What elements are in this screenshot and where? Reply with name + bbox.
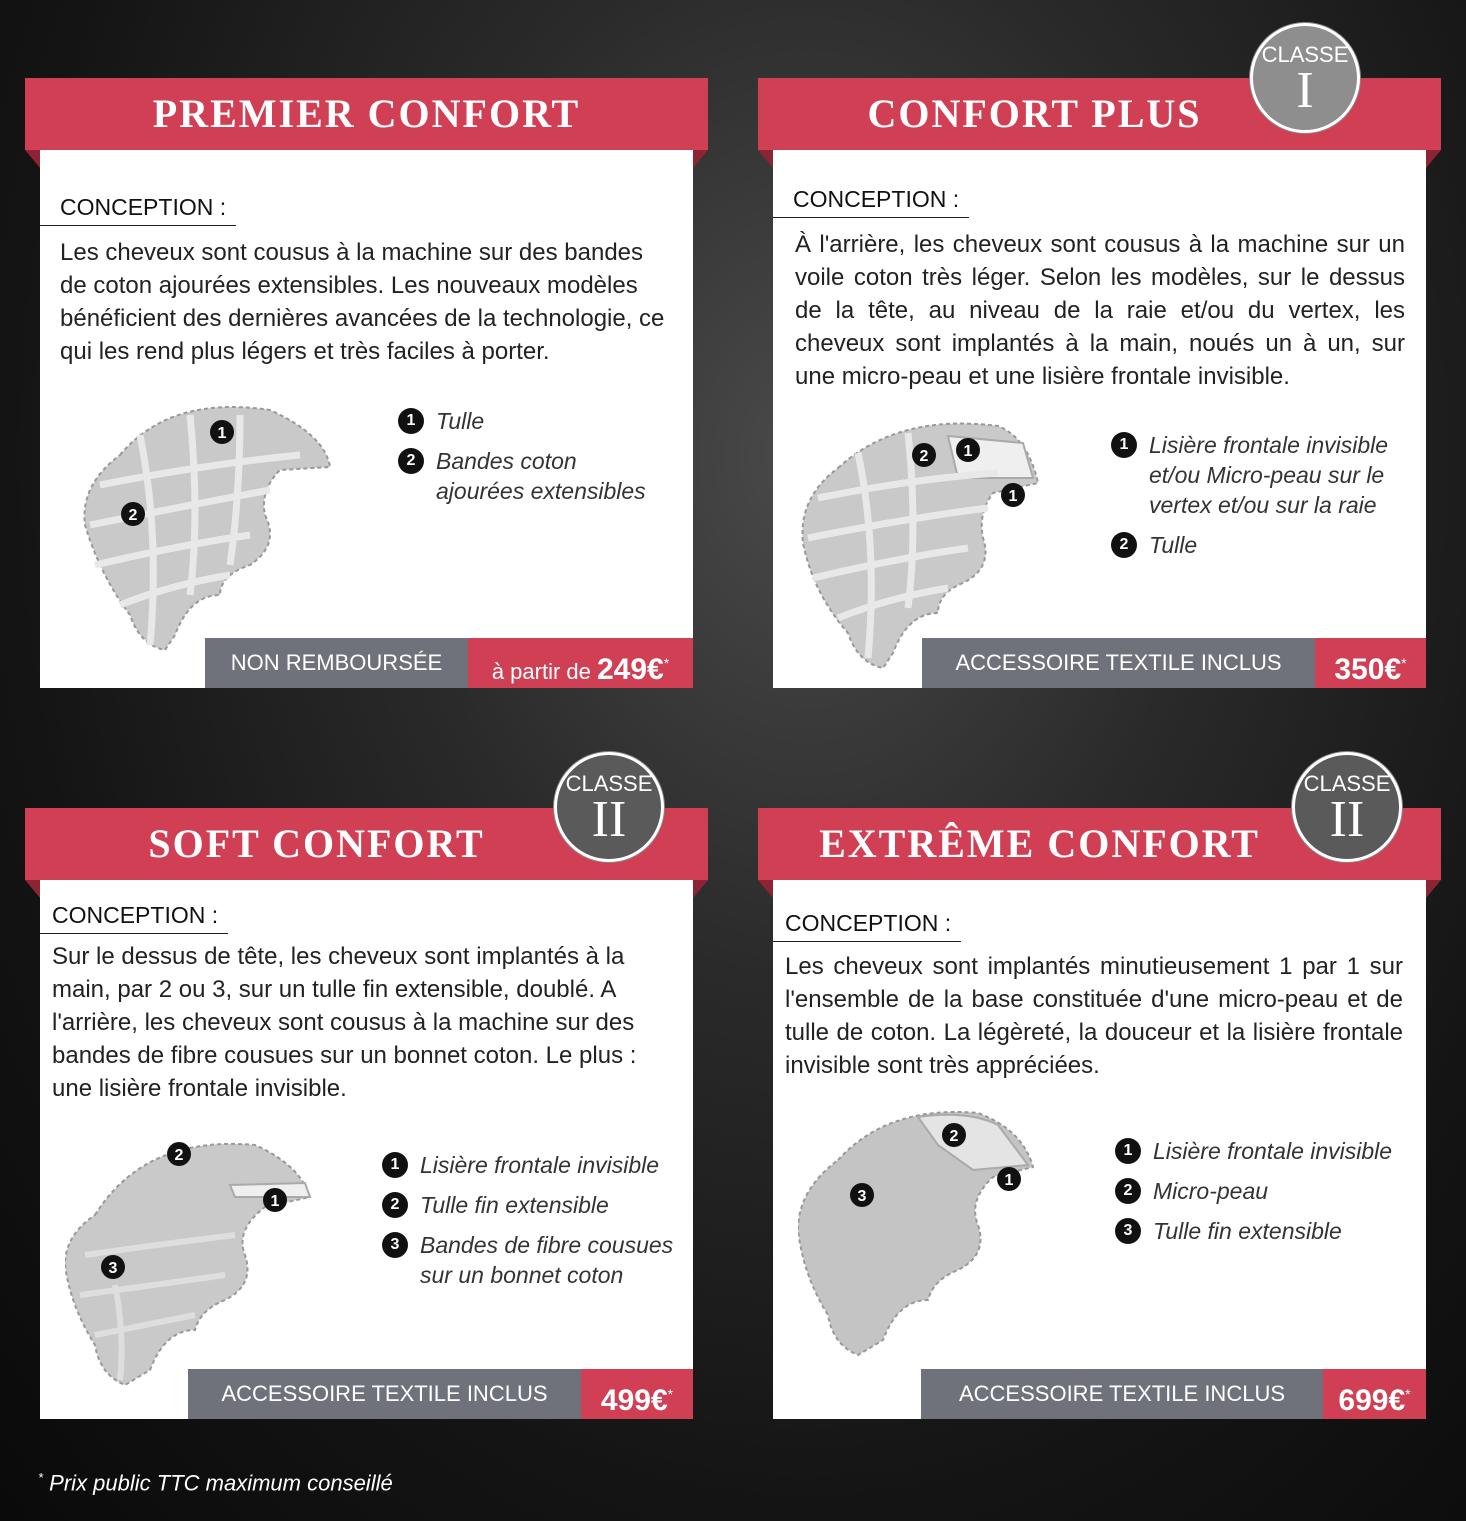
legend-item bbox=[1115, 1216, 1415, 1246]
legend-text: Lisière frontale invisible et/ou Micro-peau sur le vertex et/ou sur la raie bbox=[1149, 432, 1389, 518]
price bbox=[1323, 1369, 1426, 1419]
class-badge bbox=[1292, 752, 1402, 862]
card-description: À l'arrière, les cheveux sont cousus à la machine sur un voile coton très léger. Selon les modèles, sur le dessus de la tête, au niveau de la raie et/ou du vertex, les cheveux sont implantés à la main, noués un à un, sur une micro-peau et une lisière frontale invisible. bbox=[795, 231, 1405, 390]
legend-item bbox=[1111, 430, 1411, 520]
legend bbox=[1115, 1136, 1415, 1256]
wig-cap-diagram bbox=[80, 395, 340, 665]
marker-1 bbox=[1001, 483, 1025, 507]
banner-fold bbox=[693, 880, 708, 898]
accessory-label: ACCESSOIRE TEXTILE INCLUS bbox=[921, 1369, 1323, 1419]
legend-text: Tulle fin extensible bbox=[420, 1192, 609, 1218]
legend-text: Lisière frontale invisible bbox=[1153, 1138, 1393, 1164]
price-value: 249€ bbox=[596, 653, 664, 686]
svg-text:1: 1 bbox=[1004, 1172, 1014, 1189]
marker-2 bbox=[942, 1123, 966, 1147]
price-asterisk: * bbox=[1401, 655, 1407, 671]
price bbox=[581, 1369, 693, 1419]
legend-item bbox=[382, 1190, 682, 1220]
svg-text:2: 2 bbox=[174, 1147, 184, 1164]
card-title: CONFORT PLUS bbox=[867, 91, 1202, 136]
legend-text: Bandes de fibre cousues sur un bonnet coton bbox=[420, 1232, 674, 1288]
legend-text: Tulle fin extensible bbox=[1153, 1218, 1342, 1244]
legend bbox=[382, 1150, 682, 1300]
wig-cap-diagram bbox=[65, 1135, 355, 1400]
card-extreme-confort bbox=[773, 880, 1426, 1419]
svg-text:3: 3 bbox=[857, 1188, 867, 1205]
badge-number: II bbox=[591, 791, 627, 848]
legend bbox=[398, 406, 688, 516]
marker-3 bbox=[850, 1183, 874, 1207]
legend bbox=[1111, 430, 1411, 570]
number-icon: 1 bbox=[398, 408, 424, 434]
badge-label: CLASSE bbox=[565, 771, 653, 796]
badge-number: I bbox=[1296, 62, 1314, 119]
legend-item bbox=[1111, 530, 1411, 560]
legend-text: Bandes coton ajourées extensibles bbox=[436, 448, 646, 504]
price bbox=[468, 638, 693, 688]
marker-1 bbox=[263, 1188, 287, 1212]
marker-2 bbox=[167, 1142, 191, 1166]
legend-item bbox=[398, 446, 688, 506]
banner-fold bbox=[1426, 880, 1441, 898]
svg-text:1: 1 bbox=[270, 1193, 280, 1210]
price-value: 699€ bbox=[1338, 1384, 1406, 1417]
legend-item bbox=[382, 1150, 682, 1180]
price-bar bbox=[922, 638, 1426, 688]
number-icon: 1 bbox=[382, 1152, 408, 1178]
svg-text:1: 1 bbox=[963, 443, 973, 460]
class-badge bbox=[554, 752, 664, 862]
svg-text:2: 2 bbox=[919, 448, 929, 465]
price-value: 499€ bbox=[600, 1384, 668, 1417]
footnote-asterisk: * bbox=[38, 1470, 44, 1485]
card-soft-confort bbox=[40, 880, 693, 1419]
conception-label: CONCEPTION : bbox=[773, 910, 961, 942]
svg-text:2: 2 bbox=[128, 507, 138, 524]
number-icon: 1 bbox=[1115, 1138, 1141, 1164]
legend-text: Tulle bbox=[1149, 532, 1198, 558]
legend-text: Lisière frontale invisible bbox=[420, 1152, 660, 1178]
price-footnote bbox=[38, 1470, 393, 1496]
badge-label: CLASSE bbox=[1303, 771, 1391, 796]
legend-item bbox=[1115, 1176, 1415, 1206]
conception-label: CONCEPTION : bbox=[40, 194, 236, 226]
banner-fold bbox=[25, 150, 40, 168]
wig-cap-diagram bbox=[798, 1105, 1048, 1365]
number-icon: 3 bbox=[1115, 1218, 1141, 1244]
marker-2 bbox=[121, 502, 145, 526]
marker-1 bbox=[210, 420, 234, 444]
price-prefix: à partir de bbox=[491, 659, 597, 684]
banner-fold bbox=[25, 880, 40, 898]
card-premier-confort bbox=[40, 150, 693, 688]
footnote-text: Prix public TTC maximum conseillé bbox=[43, 1470, 393, 1496]
svg-text:3: 3 bbox=[108, 1260, 118, 1277]
legend-item bbox=[398, 406, 688, 436]
card-description: Les cheveux sont cousus à la machine sur des bandes de coton ajourées extensibles. Les nouveaux modèles bénéficient des dernières avancées de la technologie, ce qui les rend plus légers et très faciles à porter. bbox=[60, 239, 665, 365]
price-bar bbox=[188, 1369, 693, 1419]
card-description: Les cheveux sont implantés minutieusement 1 par 1 sur l'ensemble de la base constituée d'une micro-peau et de tulle de coton. La légèreté, la douceur et la lisière frontale invisible sont très appréciées. bbox=[785, 953, 1403, 1079]
marker-2 bbox=[912, 443, 936, 467]
legend-text: Tulle bbox=[436, 408, 485, 434]
banner-fold bbox=[758, 880, 773, 898]
banner-fold bbox=[693, 150, 708, 168]
price bbox=[1315, 638, 1426, 688]
marker-3 bbox=[101, 1255, 125, 1279]
svg-text:1: 1 bbox=[1008, 488, 1018, 505]
price-asterisk: * bbox=[667, 1386, 674, 1402]
accessory-label: ACCESSOIRE TEXTILE INCLUS bbox=[188, 1369, 581, 1419]
svg-text:2: 2 bbox=[949, 1128, 959, 1145]
badge-number: II bbox=[1329, 791, 1365, 848]
marker-1 bbox=[956, 438, 980, 462]
legend-text: Micro-peau bbox=[1153, 1178, 1269, 1204]
accessory-label: ACCESSOIRE TEXTILE INCLUS bbox=[922, 638, 1315, 688]
badge-label: CLASSE bbox=[1261, 42, 1349, 67]
reimbursement-label: NON REMBOURSÉE bbox=[205, 638, 468, 688]
conception-label: CONCEPTION : bbox=[773, 186, 969, 218]
card-title-banner bbox=[25, 78, 708, 150]
number-icon: 2 bbox=[382, 1192, 408, 1218]
marker-1 bbox=[997, 1167, 1021, 1191]
class-badge bbox=[1250, 23, 1360, 133]
card-description: Sur le dessus de tête, les cheveux sont implantés à la main, par 2 ou 3, sur un tulle fin extensible, doublé. A l'arrière, les cheveux sont cousus à la machine sur des bandes de fibre cousues sur un bonnet coton. Le plus : une lisière frontale invisible. bbox=[52, 943, 637, 1102]
number-icon: 2 bbox=[1115, 1178, 1141, 1204]
card-title: SOFT CONFORT bbox=[148, 821, 485, 866]
price-bar bbox=[205, 638, 693, 688]
number-icon: 1 bbox=[1111, 432, 1137, 458]
card-title: EXTRÊME CONFORT bbox=[819, 821, 1260, 866]
number-icon: 2 bbox=[1111, 532, 1137, 558]
conception-label: CONCEPTION : bbox=[40, 902, 228, 934]
legend-item bbox=[1115, 1136, 1415, 1166]
banner-fold bbox=[758, 150, 773, 168]
number-icon: 2 bbox=[398, 448, 424, 474]
price-value: 350€ bbox=[1334, 653, 1402, 686]
number-icon: 3 bbox=[382, 1232, 408, 1258]
svg-text:1: 1 bbox=[217, 425, 227, 442]
price-bar bbox=[921, 1369, 1426, 1419]
legend-item bbox=[382, 1230, 682, 1290]
card-title: PREMIER CONFORT bbox=[152, 91, 581, 136]
card-confort-plus bbox=[773, 150, 1426, 688]
banner-fold bbox=[1426, 150, 1441, 168]
price-asterisk: * bbox=[1405, 1386, 1411, 1402]
price-asterisk: * bbox=[663, 655, 670, 671]
